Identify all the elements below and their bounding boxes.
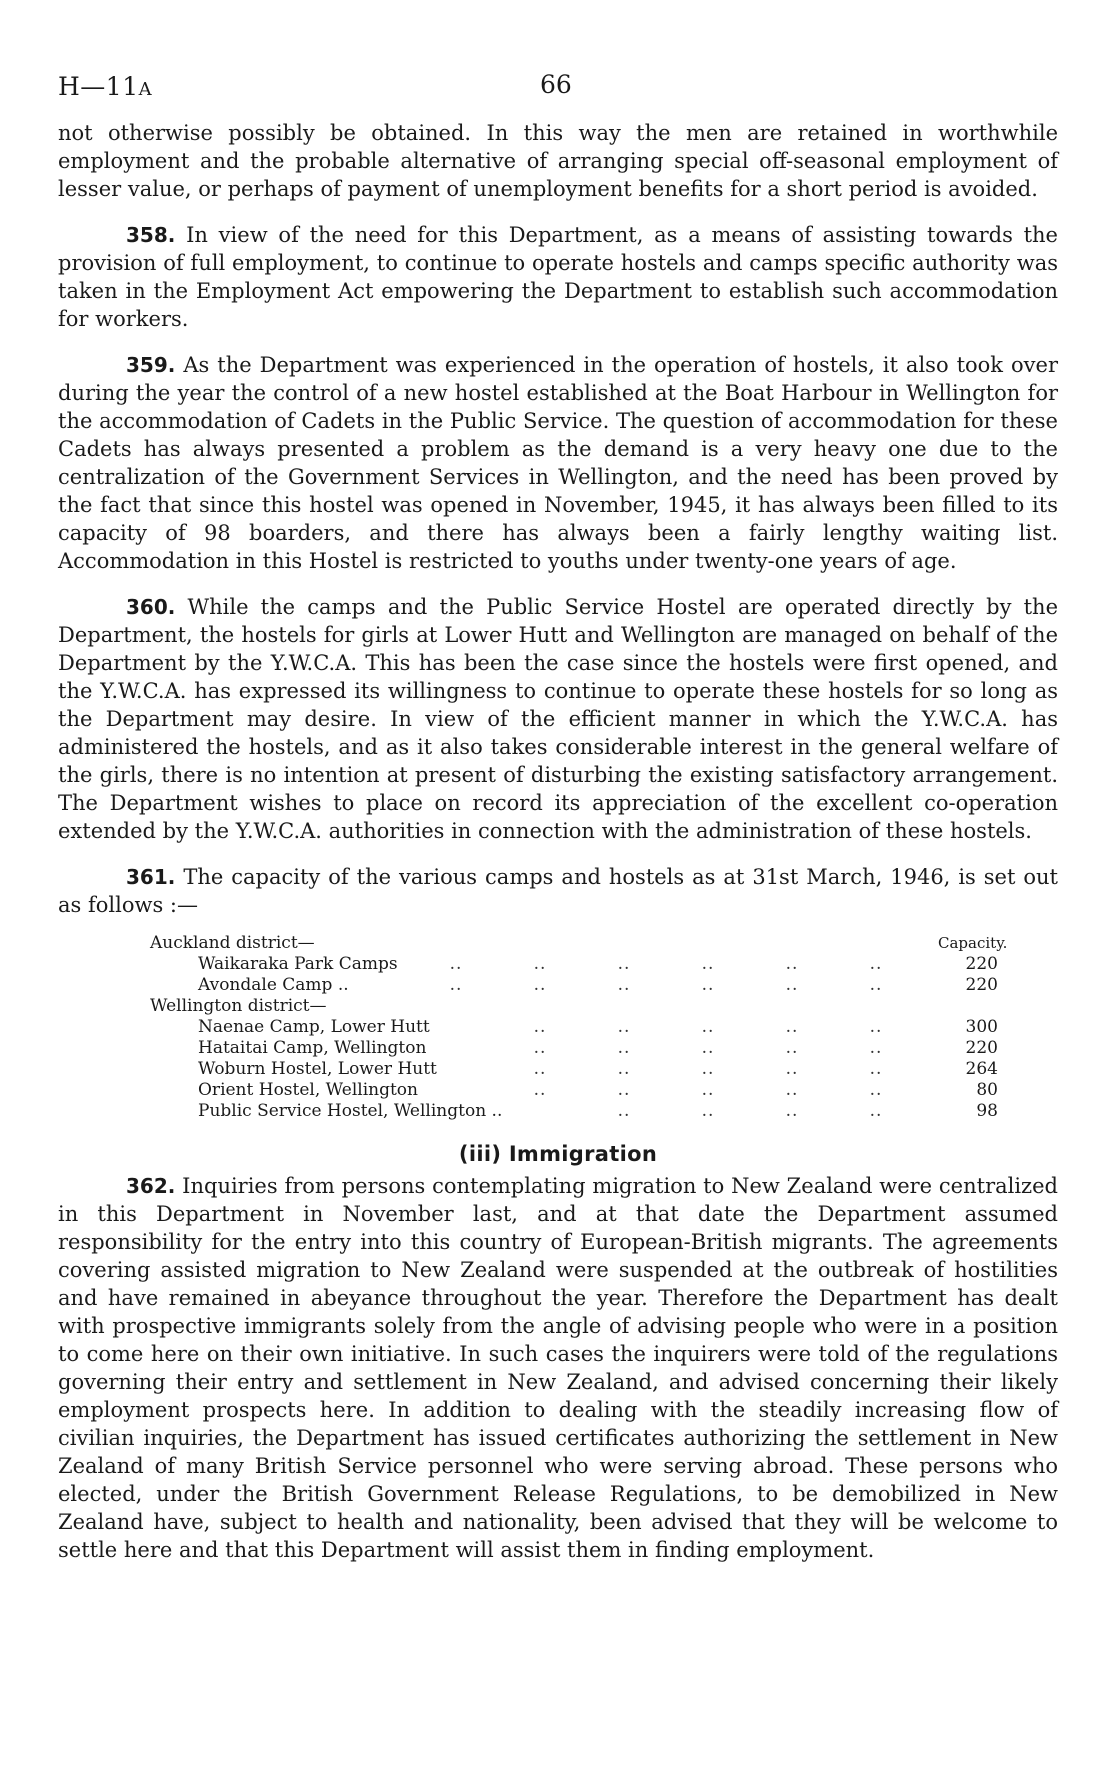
leader-dots: .. bbox=[869, 1101, 883, 1121]
leader-dots: .. bbox=[533, 1059, 547, 1079]
table-row bbox=[58, 975, 1058, 996]
capacity-value: 220 bbox=[965, 975, 998, 995]
facility-name: Public Service Hostel, Wellington .. bbox=[198, 1101, 503, 1121]
table-row bbox=[58, 1038, 1058, 1059]
paragraph-number: 359. bbox=[126, 353, 176, 377]
capacity-value: 264 bbox=[965, 1059, 998, 1079]
capacity-value: 80 bbox=[976, 1080, 998, 1100]
leader-dots: .. bbox=[869, 975, 883, 995]
paragraph-number: 358. bbox=[126, 223, 176, 247]
leader-dots: .. bbox=[449, 975, 463, 995]
leader-dots: .. bbox=[701, 1017, 715, 1037]
document-page bbox=[58, 58, 1058, 1564]
auckland-rows bbox=[58, 954, 1058, 996]
leader-dots: .. bbox=[785, 1059, 799, 1079]
table-row bbox=[58, 1017, 1058, 1038]
document-reference bbox=[58, 72, 152, 101]
table-row bbox=[58, 1059, 1058, 1080]
leader-dots: .. bbox=[533, 954, 547, 974]
leader-dots: .. bbox=[701, 1059, 715, 1079]
leader-dots: .. bbox=[701, 975, 715, 995]
paragraph-text: Inquiries from persons contemplating migration to New Zealand were centralized in this Department in November last, and at that date the Department assumed responsibility for the entry into this country of European-British migrants. The agreements covering assisted migration to New Zealand were suspended at the outbreak of hostilities and have remained in abeyance throughout the year. Therefore the Department has dealt with prospective immigrants solely from the angle of advising people who were in a position to come here on their own initiative. In such cases the inquirers were told of the regulations governing their entry and settlement in New Zealand, and advised concerning their likely employment prospects here. In addition to dealing with the steadily increasing flow of civilian inquiries, the Department has issued certificates authorizing the settlement in New Zealand of many British Service personnel who were serving abroad. These persons who elected, under the British Government Release Regulations, to be demobilized in New Zealand have, subject to health and nationality, been advised that they will be welcome to settle here and that this Department will assist them in finding employment. bbox=[58, 1174, 1058, 1562]
dot-leaders bbox=[414, 975, 918, 996]
leader-dots: .. bbox=[701, 1080, 715, 1100]
continuation-paragraph: not otherwise possibly be obtained. In this way the men are retained in worthwhile employment and the probable alternative of arranging special off-seasonal employment of lesser value, or perhaps of payment of unemployment benefits for a short period is avoided. bbox=[58, 121, 1058, 201]
dot-leaders bbox=[582, 1101, 918, 1122]
paragraph-361 bbox=[58, 863, 1058, 919]
leader-dots: .. bbox=[785, 954, 799, 974]
wellington-rows bbox=[58, 1017, 1058, 1122]
facility-name: Woburn Hostel, Lower Hutt bbox=[198, 1059, 437, 1079]
leader-dots: .. bbox=[869, 1059, 883, 1079]
page-header bbox=[58, 58, 1058, 108]
paragraph-number: 360. bbox=[126, 595, 176, 619]
paragraph-362 bbox=[58, 1172, 1058, 1564]
paragraph-360 bbox=[58, 593, 1058, 845]
facility-name: Avondale Camp .. bbox=[198, 975, 349, 995]
leader-dots: .. bbox=[785, 1101, 799, 1121]
paragraph-text: As the Department was experienced in the operation of hostels, it also took over during the year the control of a new hostel established at the Boat Harbour in Wellington for the accommodation of Cadets in the Public Service. The question of accommodation for these Cadets has always presented a problem as the demand is a very heavy one due to the centralization of the Government Services in Wellington, and the need has been proved by the fact that since this hostel was opened in November, 1945, it has always been filled to its capacity of 98 boarders, and there has always been a fairly lengthy waiting list. Accommodation in this Hostel is restricted to youths under twenty-one years of age. bbox=[58, 353, 1058, 573]
table-row bbox=[58, 1080, 1058, 1101]
capacity-table bbox=[58, 933, 1058, 1122]
leader-dots: .. bbox=[533, 1038, 547, 1058]
leader-dots: .. bbox=[533, 1080, 547, 1100]
table-row bbox=[58, 954, 1058, 975]
leader-dots: .. bbox=[617, 1038, 631, 1058]
leader-dots: .. bbox=[617, 1017, 631, 1037]
district-row bbox=[58, 996, 1058, 1017]
capacity-value: 220 bbox=[965, 954, 998, 974]
leader-dots: .. bbox=[701, 954, 715, 974]
leader-dots: .. bbox=[785, 1017, 799, 1037]
leader-dots: .. bbox=[617, 1080, 631, 1100]
table-row bbox=[58, 1101, 1058, 1122]
district-label-wellington: Wellington district— bbox=[150, 996, 327, 1016]
facility-name: Naenae Camp, Lower Hutt bbox=[198, 1017, 430, 1037]
facility-name: Hataitai Camp, Wellington bbox=[198, 1038, 427, 1058]
leader-dots: .. bbox=[533, 1017, 547, 1037]
leader-dots: .. bbox=[617, 1101, 631, 1121]
capacity-column-header: Capacity. bbox=[938, 934, 1008, 952]
facility-name: Waikaraka Park Camps bbox=[198, 954, 398, 974]
leader-dots: .. bbox=[785, 1038, 799, 1058]
section-heading: (iii) Immigration bbox=[458, 1142, 658, 1166]
leader-dots: .. bbox=[701, 1101, 715, 1121]
table-header-row bbox=[58, 933, 1058, 954]
paragraph-text: In view of the need for this Department, as a means of assisting towards the provision of full employment, to continue to operate hostels and camps specific authority was taken in the Employment Act empowering the Department to establish such accommodation for workers. bbox=[58, 223, 1058, 331]
capacity-value: 220 bbox=[965, 1038, 998, 1058]
leader-dots: .. bbox=[869, 1017, 883, 1037]
dot-leaders bbox=[498, 1017, 918, 1038]
facility-name: Orient Hostel, Wellington bbox=[198, 1080, 418, 1100]
page-number: 66 bbox=[540, 70, 572, 99]
paragraph-text: While the camps and the Public Service Hostel are operated directly by the Department, the hostels for girls at Lower Hutt and Wellington are managed on behalf of the Department by the Y.W.C.A. This has been the case since the hostels were first opened, and the Y.W.C.A. has expressed its willingness to continue to operate these hostels for so long as the Department may desire. In view of the efficient manner in which the Y.W.C.A. has administered the hostels, and as it also takes considerable interest in the general welfare of the girls, there is no intention at present of disturbing the existing satisfactory arrangement. The Department wishes to place on record its appreciation of the excellent co-operation extended by the Y.W.C.A. authorities in connection with the administration of these hostels. bbox=[58, 595, 1058, 843]
dot-leaders bbox=[498, 1038, 918, 1059]
paragraph-text: The capacity of the various camps and hostels as at 31st March, 1946, is set out as follows :— bbox=[58, 865, 1058, 917]
leader-dots: .. bbox=[701, 1038, 715, 1058]
leader-dots: .. bbox=[785, 975, 799, 995]
leader-dots: .. bbox=[617, 954, 631, 974]
leader-dots: .. bbox=[785, 1080, 799, 1100]
leader-dots: .. bbox=[533, 975, 547, 995]
capacity-value: 98 bbox=[976, 1101, 998, 1121]
leader-dots: .. bbox=[869, 1080, 883, 1100]
paragraph-number: 362. bbox=[126, 1174, 176, 1198]
leader-dots: .. bbox=[449, 954, 463, 974]
capacity-value: 300 bbox=[965, 1017, 998, 1037]
paragraph-358 bbox=[58, 221, 1058, 333]
doc-ref-suffix: A bbox=[138, 79, 153, 100]
leader-dots: .. bbox=[617, 1059, 631, 1079]
district-label-auckland: Auckland district— bbox=[150, 933, 315, 953]
dot-leaders bbox=[414, 954, 918, 975]
dot-leaders bbox=[498, 1080, 918, 1101]
paragraph-number: 361. bbox=[126, 865, 176, 889]
leader-dots: .. bbox=[869, 954, 883, 974]
paragraph-359 bbox=[58, 351, 1058, 575]
leader-dots: .. bbox=[617, 975, 631, 995]
leader-dots: .. bbox=[869, 1038, 883, 1058]
dot-leaders bbox=[498, 1059, 918, 1080]
doc-ref-main: H—11 bbox=[58, 72, 139, 101]
